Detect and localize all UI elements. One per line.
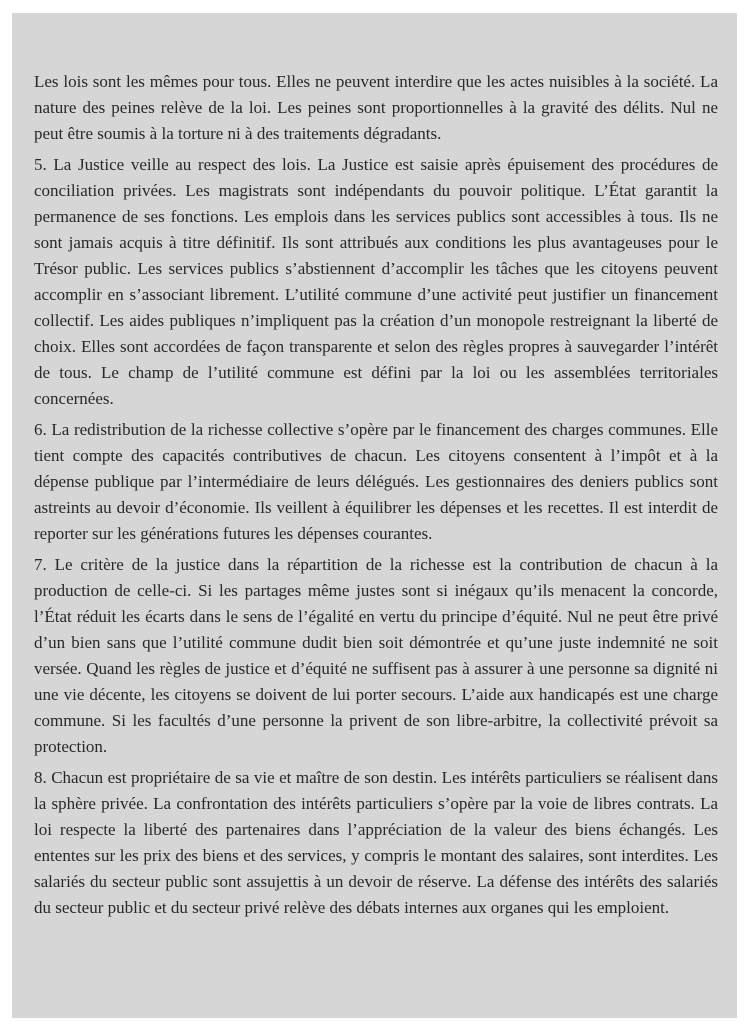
paragraph-continuation: Les lois sont les mêmes pour tous. Elles ne peuvent interdire que les actes nuisibles à la société. La nature des peines relève de la loi. Les peines sont proportionnelles à la gravité des délits. Nul ne peut être soumis à la torture ni à des traitements dégradants. <box>34 72 718 143</box>
document-text-block <box>12 13 737 921</box>
paragraph-article-5: 5. La Justice veille au respect des lois. La Justice est saisie après épuisement des procédures de conciliation privées. Les magistrats sont indépendants du pouvoir politique. L’État garantit la permanence de ses fonctions. Les emplois dans les services publics sont accessibles à tous. Ils ne sont jamais acquis à titre définitif. Ils sont attribués aux conditions les plus avantageuses pour le Trésor public. Les services publics s’abstiennent d’accomplir les tâches que les citoyens peuvent accomplir en s’associant librement. L’utilité commune d’une activité peut justifier un financement collectif. Les aides publiques n’impliquent pas la création d’un monopole restreignant la liberté de choix. Elles sont accordées de façon transparente et selon des règles propres à sauvegarder l’intérêt de tous. Le champ de l’utilité commune est défini par la loi ou les assemblées territoriales concernées. <box>34 155 718 408</box>
paragraph-article-7: 7. Le critère de la justice dans la répartition de la richesse est la contribution de chacun à la production de celle-ci. Si les partages même justes sont si inégaux qu’ils menacent la concorde, l’État réduit les écarts dans le sens de l’égalité en vertu du principe d’équité. Nul ne peut être privé d’un bien sans que l’utilité commune dudit bien soit démontrée et qu’une juste indemnité ne soit versée. Quand les règles de justice et d’équité ne suffisent pas à assurer à une personne sa dignité ni une vie décente, les citoyens se doivent de lui porter secours. L’aide aux handicapés est une charge commune. Si les facultés d’une personne la privent de son libre-arbitre, la collectivité prévoit sa protection. <box>34 555 718 756</box>
document-page <box>12 13 737 1018</box>
paragraph-article-6: 6. La redistribution de la richesse collective s’opère par le financement des charges communes. Elle tient compte des capacités contributives de chacun. Les citoyens consentent à l’impôt et à la dépense publique par l’intermédiaire de leurs délégués. Les gestionnaires des deniers publics sont astreints au devoir d’économie. Ils veillent à équilibrer les dépenses et les recettes. Il est interdit de reporter sur les générations futures les dépenses courantes. <box>34 420 718 543</box>
paragraph-article-8: 8. Chacun est propriétaire de sa vie et maître de son destin. Les intérêts particuliers se réalisent dans la sphère privée. La confrontation des intérêts particuliers s’opère par la voie de libres contrats. La loi respecte la liberté des partenaires dans l’appréciation de la valeur des biens échangés. Les ententes sur les prix des biens et des services, y compris le montant des salaires, sont interdites. Les salariés du secteur public sont assujettis à un devoir de réserve. La défense des intérêts des salariés du secteur public et du secteur privé relève des débats internes aux organes qui les emploient. <box>34 768 718 917</box>
